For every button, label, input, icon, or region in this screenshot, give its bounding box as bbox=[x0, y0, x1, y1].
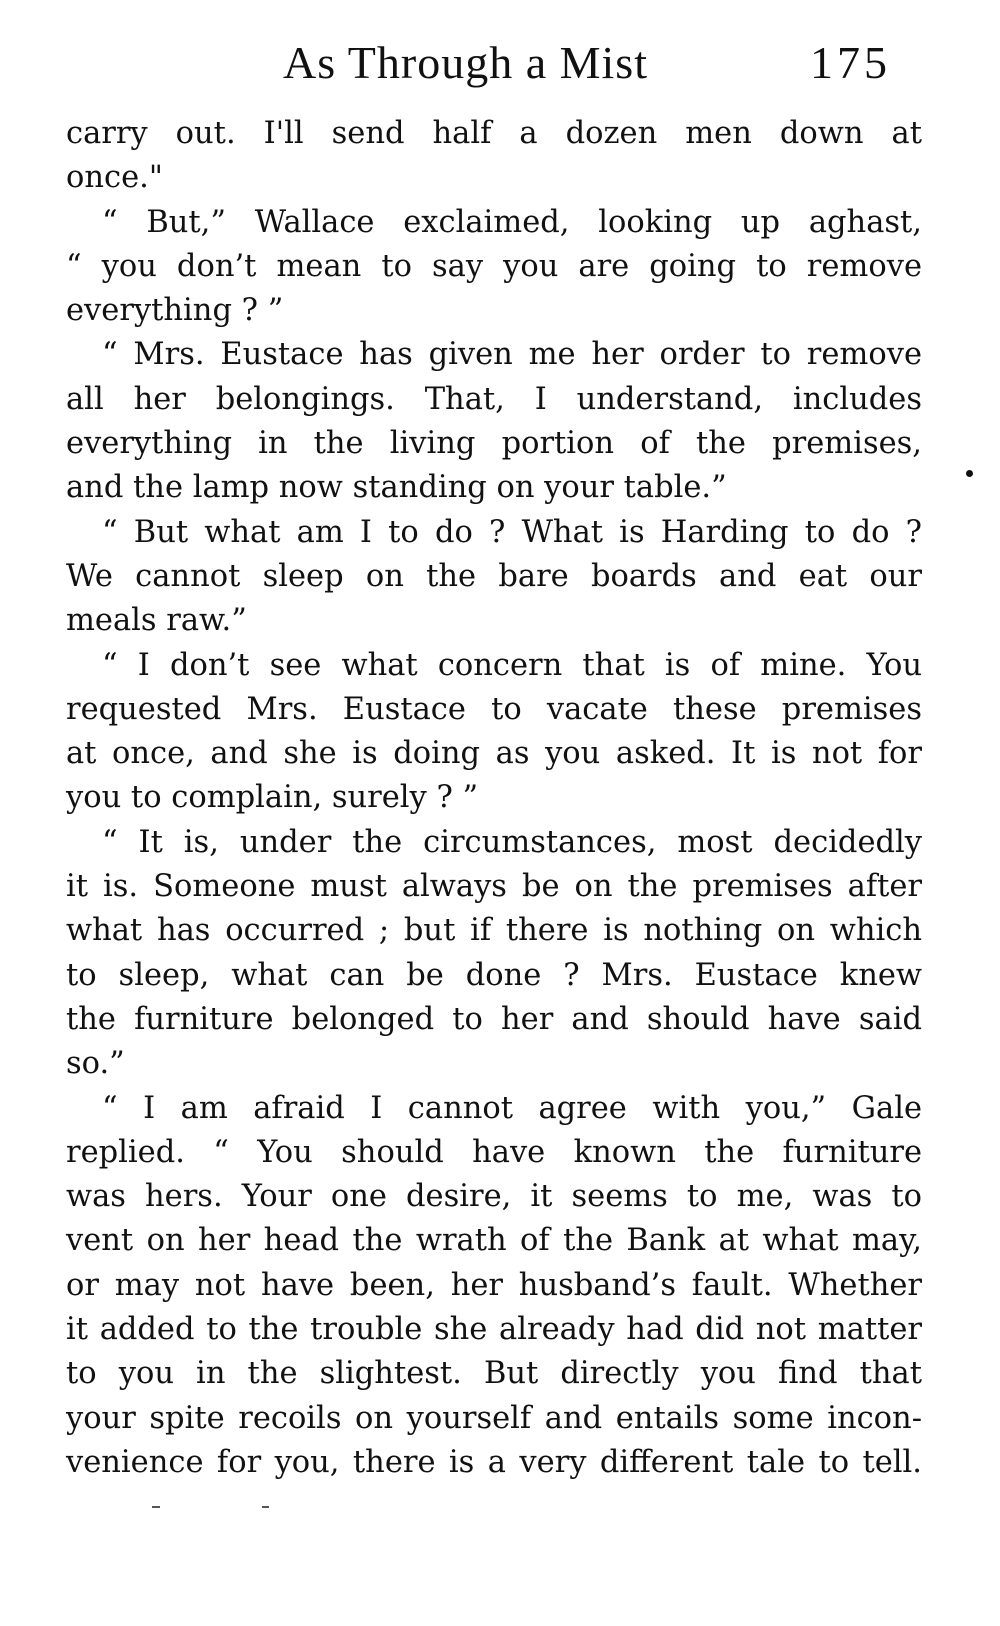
text-line: the furniture belonged to her and should have said bbox=[66, 1001, 922, 1037]
text-line: it is. Someone must always be on the premises after bbox=[66, 869, 922, 905]
text-line: what has occurred ; but if there is nothing on which bbox=[66, 913, 922, 949]
text-line: “ But,” Wallace exclaimed, looking up aghast, bbox=[102, 204, 922, 240]
text-line: meals raw.” bbox=[66, 603, 247, 639]
footer-dash-mark bbox=[152, 1506, 160, 1508]
text-line: “ I don’t see what concern that is of mine. You bbox=[102, 647, 922, 683]
text-line: to you in the slightest. But directly you find that bbox=[66, 1356, 922, 1392]
text-line: it added to the trouble she already had did not matter bbox=[66, 1312, 922, 1348]
page-number: 175 bbox=[810, 37, 891, 88]
text-line: at once, and she is doing as you asked. It is not for bbox=[66, 736, 922, 772]
text-line: was hers. Your one desire, it seems to me, was to bbox=[66, 1179, 922, 1215]
text-line: so.” bbox=[66, 1046, 125, 1082]
text-line: We cannot sleep on the bare boards and eat our bbox=[66, 558, 922, 594]
text-line: to sleep, what can be done ? Mrs. Eustace knew bbox=[66, 957, 922, 993]
text-line: or may not have been, her husband’s fault. Whether bbox=[66, 1267, 922, 1303]
text-line: all her belongings. That, I understand, includes bbox=[66, 381, 922, 417]
text-line: carry out. I'll send half a dozen men down at bbox=[66, 116, 922, 151]
text-line: “ Mrs. Eustace has given me her order to remove bbox=[102, 337, 922, 373]
text-line: your spite recoils on yourself and entails some incon- bbox=[66, 1400, 922, 1436]
body-text bbox=[66, 112, 922, 1485]
margin-speck bbox=[966, 470, 973, 477]
text-line: once." bbox=[66, 160, 163, 196]
text-line: and the lamp now standing on your table.” bbox=[66, 470, 727, 506]
text-line: everything ? ” bbox=[66, 293, 284, 329]
footer-dash-mark bbox=[262, 1506, 269, 1508]
text-line: everything in the living portion of the premises, bbox=[66, 426, 922, 462]
text-line: vent on her head the wrath of the Bank at what may, bbox=[66, 1223, 922, 1259]
text-line: you to complain, surely ? ” bbox=[66, 780, 479, 816]
text-line: “ you don’t mean to say you are going to remove bbox=[66, 248, 922, 284]
running-title: As Through a Mist bbox=[283, 37, 648, 88]
text-line: “ But what am I to do ? What is Harding to do ? bbox=[102, 514, 922, 550]
running-head bbox=[0, 28, 1000, 98]
text-line: requested Mrs. Eustace to vacate these premises bbox=[66, 691, 922, 727]
text-line: “ I am afraid I cannot agree with you,” Gale bbox=[102, 1090, 922, 1126]
text-line: replied. “ You should have known the furniture bbox=[66, 1134, 922, 1170]
text-line: “ It is, under the circumstances, most decidedly bbox=[102, 824, 922, 860]
text-line: venience for you, there is a very different tale to tell. bbox=[66, 1444, 922, 1480]
